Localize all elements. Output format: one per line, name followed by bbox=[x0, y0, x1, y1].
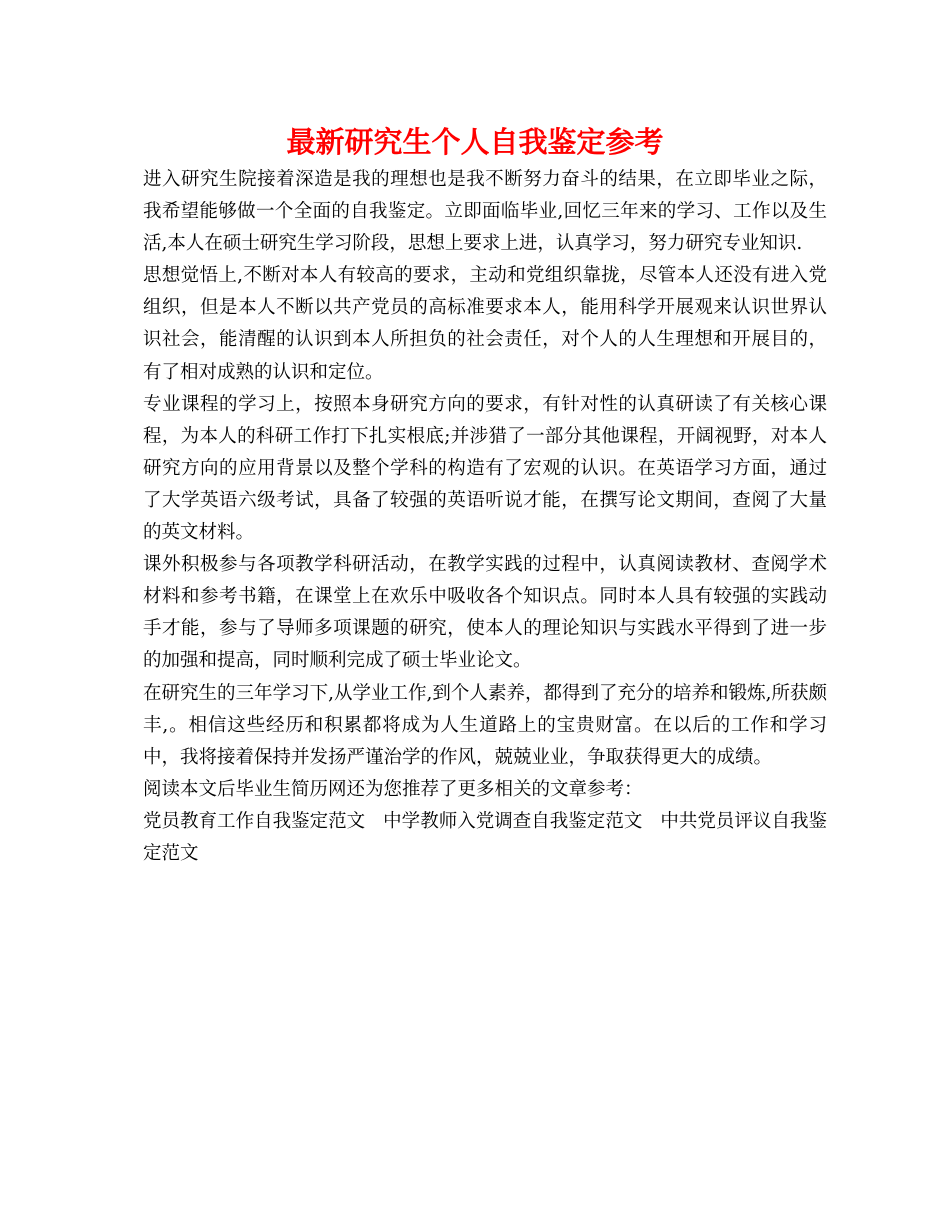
paragraph-ideology: 思想觉悟上,不断对本人有较高的要求，主动和党组织靠拢，尽管本人还没有进入党组织，但是本人不断以共产党员的高标准要求本人，能用科学开展观来认识世界认识社会，能清醒的认识到本人所担负的社会责任，对个人的人生理想和开展目的，有了相对成熟的认识和定位。 bbox=[143, 265, 827, 383]
paragraph-recommendation: 阅读本文后毕业生简历网还为您推荐了更多相关的文章参考： bbox=[143, 778, 643, 800]
related-link-2[interactable]: 中学教师入党调查自我鉴定范文 bbox=[383, 810, 643, 832]
related-link-3[interactable]: 中共党员评议自我鉴定范文 bbox=[143, 810, 827, 864]
related-link-1[interactable]: 党员教育工作自我鉴定范文 bbox=[143, 810, 366, 832]
document-body bbox=[143, 164, 827, 870]
paragraph-activities: 课外积极参与各项教学科研活动，在教学实践的过程中，认真阅读教材、查阅学术材料和参考书籍，在课堂上在欢乐中吸收各个知识点。同时本人具有较强的实践动手才能，参与了导师多项课题的研究，使本人的理论知识与实践水平得到了进一步的加强和提高，同时顺利完成了硕士毕业论文。 bbox=[143, 554, 827, 672]
related-links bbox=[143, 806, 827, 870]
page-title: 最新研究生个人自我鉴定参考 bbox=[286, 125, 664, 159]
paragraph-intro: 进入研究生院接着深造是我的理想也是我不断努力奋斗的结果，在立即毕业之际，我希望能够做一个全面的自我鉴定。立即面临毕业,回忆三年来的学习、工作以及生活,本人在硕士研究生学习阶段，思想上要求上进，认真学习，努力研究专业知识. bbox=[143, 169, 827, 255]
paragraph-coursework: 专业课程的学习上，按照本身研究方向的要求，有针对性的认真研读了有关核心课程，为本人的科研工作打下扎实根底;并涉猎了一部分其他课程，开阔视野，对本人研究方向的应用背景以及整个学科的构造有了宏观的认识。在英语学习方面，通过了大学英语六级考试，具备了较强的英语听说才能，在撰写论文期间，查阅了大量的英文材料。 bbox=[143, 393, 827, 544]
paragraph-summary: 在研究生的三年学习下,从学业工作,到个人素养，都得到了充分的培养和锻炼,所获颇丰,。相信这些经历和积累都将成为人生道路上的宝贵财富。在以后的工作和学习中，我将接着保持并发扬严谨治学的作风，兢兢业业，争取获得更大的成绩。 bbox=[143, 682, 827, 768]
